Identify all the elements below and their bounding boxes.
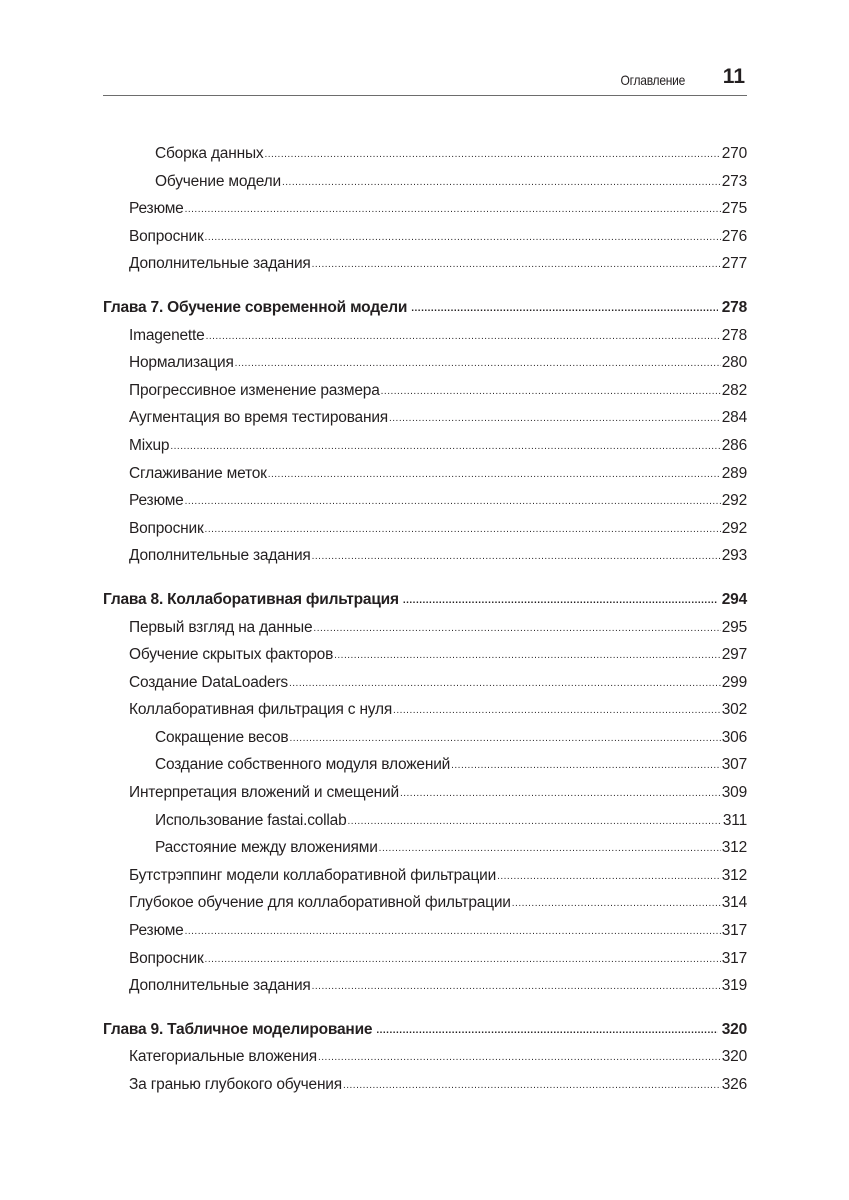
toc-entry-page: 278 [721, 326, 747, 344]
toc-entry-title: Категориальные вложения [129, 1048, 317, 1066]
toc-chapter-entry[interactable] [103, 1016, 747, 1044]
dot-leader [379, 835, 721, 863]
dot-leader [170, 433, 720, 461]
dot-leader [264, 141, 720, 169]
dot-leader [289, 670, 721, 698]
dot-leader [376, 1017, 717, 1045]
toc-entry-title: Вопросник [129, 519, 204, 537]
toc-entry-title: Сборка данных [155, 145, 264, 162]
dot-leader [185, 918, 721, 946]
page-number: 11 [722, 65, 745, 88]
toc-section-entry[interactable] [103, 377, 747, 405]
toc-entry-page: 314 [721, 894, 747, 912]
toc-entry-page: 276 [721, 227, 747, 245]
dot-leader [268, 461, 721, 489]
toc-entry-page: 273 [721, 172, 747, 190]
toc-entry-title: Создание DataLoaders [129, 673, 288, 691]
toc-entry-title: Бутстрэппинг модели коллаборативной фильтрации [129, 866, 497, 884]
dot-leader [348, 808, 722, 836]
toc-entry-page: 302 [721, 701, 747, 719]
toc-entry-title: Использование fastai.collab [155, 811, 347, 829]
toc-entry-page: 278 [721, 298, 747, 316]
toc-entry-page: 297 [721, 646, 747, 664]
toc-entry-page: 326 [721, 1076, 747, 1093]
toc-entry-title: Дополнительные задания [129, 255, 311, 273]
toc-entry-page: 320 [721, 1048, 747, 1066]
toc-entry-title: Обучение скрытых факторов [129, 646, 334, 664]
dot-leader [497, 863, 721, 891]
dot-leader [312, 543, 721, 571]
toc-entry-title: За гранью глубокого обучения [129, 1076, 342, 1093]
toc-chapter-entry[interactable] [103, 294, 747, 322]
toc-section-entry[interactable] [103, 250, 747, 278]
toc-entry-page: 280 [721, 354, 747, 372]
toc-entry-page: 275 [721, 200, 747, 218]
toc-section-entry[interactable] [103, 223, 747, 251]
toc-entry-title: Глава 8. Коллаборативная фильтрация [103, 590, 399, 608]
dot-leader [185, 196, 721, 224]
toc-entry-title: Вопросник [129, 227, 204, 245]
dot-leader [512, 890, 721, 918]
dot-leader [205, 516, 721, 544]
dot-leader [312, 251, 721, 279]
dot-leader [185, 488, 721, 516]
toc-entry-title: Imagenette [129, 326, 205, 344]
toc-section-entry[interactable] [103, 487, 747, 515]
table-of-contents [103, 140, 747, 1099]
toc-entry-title: Обучение модели [155, 172, 281, 190]
toc-chapter-entry[interactable] [103, 586, 747, 614]
toc-entry-title: Глубокое обучение для коллаборативной фильтрации [129, 894, 511, 912]
toc-entry-title: Вопросник [129, 949, 204, 967]
toc-entry-title: Глава 9. Табличное моделирование [103, 1020, 373, 1038]
toc-section-entry[interactable] [103, 1043, 747, 1071]
toc-section-entry[interactable] [103, 641, 747, 669]
toc-entry-page: 319 [721, 977, 747, 995]
toc-subsection-entry[interactable] [103, 140, 747, 168]
toc-section-entry[interactable] [103, 460, 747, 488]
dot-leader [205, 224, 721, 252]
toc-section-entry[interactable] [103, 696, 747, 724]
toc-entry-page: 284 [721, 409, 747, 427]
toc-entry-page: 299 [721, 673, 747, 691]
toc-section-entry[interactable] [103, 614, 747, 642]
dot-leader [381, 378, 721, 406]
toc-entry-page: 270 [721, 145, 747, 162]
toc-entry-page: 317 [721, 949, 747, 967]
dot-leader [393, 697, 721, 725]
running-title: Оглавление [620, 72, 685, 88]
toc-entry-title: Аугментация во время тестирования [129, 409, 388, 427]
toc-entry-title: Создание собственного модуля вложений [155, 756, 451, 774]
toc-entry-title: Интерпретация вложений и смещений [129, 784, 399, 802]
toc-section-entry[interactable] [103, 432, 747, 460]
toc-entry-title: Сглаживание меток [129, 464, 267, 482]
toc-subsection-entry[interactable] [103, 751, 747, 779]
toc-section-entry[interactable] [103, 972, 747, 1000]
toc-section-entry[interactable] [103, 515, 747, 543]
dot-leader [411, 295, 718, 323]
toc-section-entry[interactable] [103, 862, 747, 890]
toc-entry-title: Нормализация [129, 354, 234, 372]
toc-section-entry[interactable] [103, 917, 747, 945]
toc-entry-title: Резюме [129, 200, 184, 218]
toc-entry-title: Расстояние между вложениями [155, 839, 378, 857]
toc-entry-page: 309 [721, 784, 747, 802]
toc-entry-page: 317 [721, 922, 747, 940]
toc-entry-page: 312 [721, 866, 747, 884]
toc-subsection-entry[interactable] [103, 834, 747, 862]
toc-entry-page: 320 [721, 1020, 747, 1038]
toc-entry-title: Дополнительные задания [129, 977, 311, 995]
dot-leader [205, 946, 721, 974]
toc-entry-title: Прогрессивное изменение размера [129, 381, 380, 399]
toc-entry-title: Сокращение весов [155, 728, 289, 746]
toc-section-entry[interactable] [103, 322, 747, 350]
toc-entry-page: 294 [721, 590, 747, 608]
toc-entry-page: 295 [721, 618, 747, 636]
toc-entry-title: Mixup [129, 436, 170, 454]
toc-entry-page: 282 [721, 381, 747, 399]
toc-section-entry[interactable] [103, 349, 747, 377]
toc-entry-title: Коллаборативная фильтрация с нуля [129, 701, 393, 719]
dot-leader [289, 725, 720, 753]
dot-leader [400, 780, 721, 808]
toc-subsection-entry[interactable] [103, 168, 747, 196]
toc-section-entry[interactable] [103, 779, 747, 807]
toc-entry-page: 311 [722, 811, 747, 829]
toc-entry-page: 289 [721, 464, 747, 482]
toc-entry-title: Глава 7. Обучение современной модели [103, 298, 408, 316]
toc-section-entry[interactable] [103, 195, 747, 223]
toc-entry-page: 292 [721, 492, 747, 510]
dot-leader [389, 405, 721, 433]
dot-leader [312, 973, 721, 1001]
dot-leader [313, 615, 720, 643]
dot-leader [318, 1044, 721, 1072]
toc-entry-page: 286 [721, 436, 747, 454]
dot-leader [343, 1072, 721, 1100]
toc-entry-title: Резюме [129, 922, 184, 940]
toc-entry-page: 292 [721, 519, 747, 537]
toc-entry-title: Резюме [129, 492, 184, 510]
toc-entry-page: 277 [721, 255, 747, 273]
toc-section-entry[interactable] [103, 404, 747, 432]
toc-section-entry[interactable] [103, 945, 747, 973]
toc-entry-page: 306 [721, 728, 747, 746]
toc-section-entry[interactable] [103, 542, 747, 570]
toc-entry-page: 312 [721, 839, 747, 857]
page-header [103, 62, 747, 96]
dot-leader [451, 752, 721, 780]
toc-entry-title: Первый взгляд на данные [129, 618, 313, 636]
toc-entry-page: 307 [721, 756, 747, 774]
toc-subsection-entry[interactable] [103, 724, 747, 752]
toc-section-entry[interactable] [103, 669, 747, 697]
toc-section-entry[interactable] [103, 889, 747, 917]
dot-leader [206, 323, 721, 351]
toc-entry-title: Дополнительные задания [129, 547, 311, 565]
dot-leader [282, 169, 721, 197]
dot-leader [403, 587, 718, 615]
dot-leader [334, 642, 721, 670]
toc-entry-page: 293 [721, 547, 747, 565]
toc-subsection-entry[interactable] [103, 807, 747, 835]
dot-leader [235, 350, 721, 378]
toc-section-entry[interactable] [103, 1071, 747, 1099]
